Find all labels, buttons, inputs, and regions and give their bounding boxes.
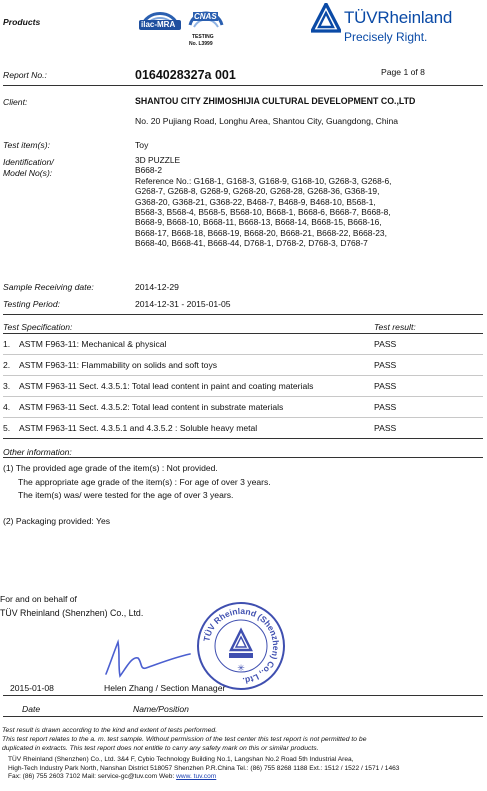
report-no-value: 0164028327a 001	[135, 68, 236, 82]
test-item-value: Toy	[135, 140, 149, 150]
cnas-logo	[186, 5, 226, 51]
divider	[3, 438, 483, 439]
divider	[3, 695, 483, 696]
spec-row	[3, 355, 483, 375]
header-title: Products	[3, 17, 41, 27]
spec-row	[3, 418, 483, 438]
spec-row	[3, 376, 483, 396]
signature-date: 2015-01-08	[10, 683, 54, 693]
website-link[interactable]: www. tuv.com	[176, 773, 217, 781]
stamp-text: TÜV Rheinland (Shenzhen) Co., Ltd.	[201, 605, 282, 686]
sample-receiving-value: 2014-12-29	[135, 282, 179, 292]
svg-text:✳: ✳	[237, 664, 245, 674]
model-line: Reference No.: G168-1, G168-3, G168-9, G168-10, G268-3, G268-6,	[135, 175, 392, 186]
model-line: B668-2	[135, 165, 163, 176]
divider	[3, 85, 483, 86]
contact-line: Fax: (86) 755 2603 7102 Mail: service-gc@tuv.com Web:	[8, 773, 177, 781]
model-line: B668-40, B668-41, B668-44, D768-1, D768-2, D768-3, D768-7	[135, 238, 368, 249]
footer-note-line: Test result is drawn according to the kind and extent of tests performed.	[2, 727, 218, 734]
test-item-label: Test item(s):	[3, 140, 50, 150]
spec-row-number: 2.	[3, 360, 11, 370]
packaging-line: (2) Packaging provided: Yes	[3, 516, 111, 526]
spec-row-result: PASS	[374, 402, 397, 412]
client-label: Client:	[3, 97, 28, 107]
sample-receiving-label: Sample Receiving date:	[3, 282, 94, 292]
behalf-line: For and on behalf of	[0, 594, 77, 604]
spec-row-result: PASS	[374, 339, 397, 349]
address-line: TÜV Rheinland (Shenzhen) Co., Ltd. 3&4 F, Cybio Technology Building No.1, Langshan No.2 Road 5th Industrial Area,	[8, 756, 354, 763]
model-list	[135, 155, 392, 249]
model-line: G368-20, G368-21, G368-22, B468-7, B468-9, B468-10, B568-1,	[135, 196, 376, 207]
spec-row-result: PASS	[374, 381, 397, 391]
handwritten-signature	[98, 634, 198, 682]
footer-notes	[2, 726, 367, 753]
model-line: 3D PUZZLE	[135, 155, 181, 165]
footer-note-line: duplicated in extracts. This test report does not entitle to carry any safety mark on this or similar products.	[2, 745, 319, 752]
spec-header-label: Test Specification:	[3, 322, 73, 332]
address-line: High-Tech Industry Park North, Nanshan District 518057 Shenzhen P.R.China Tel.: (86) 755 8268 1188 Ext.: 1512 / 1522 / 1571 / 1463	[8, 764, 400, 772]
model-line: G268-7, G268-8, G268-9, G268-20, G268-28, G268-36, G368-19,	[135, 186, 380, 197]
model-no-label: Model No(s):	[3, 168, 53, 178]
other-info-label: Other information:	[3, 447, 72, 457]
spec-row-text: ASTM F963-11 Sect. 4.3.5.2: Total lead content in substrate materials	[19, 402, 284, 412]
client-address: No. 20 Pujiang Road, Longhu Area, Shantou City, Guangdong, China	[135, 116, 399, 126]
signer-name: Helen Zhang / Section Manager	[104, 683, 226, 693]
ilac-mra-text: ilac-MRA	[141, 20, 176, 29]
company-stamp	[195, 600, 287, 692]
testing-label: TESTING	[192, 34, 214, 40]
footer-note-line: This test report relates to the a. m. test sample. Without permission of the test center this test report is not permitted to be	[2, 736, 367, 743]
divider	[3, 716, 483, 717]
model-line: B668-9, B668-10, B668-11, B668-13, B668-14, B668-15, B668-16,	[135, 217, 382, 228]
spec-row-number: 3.	[3, 381, 11, 391]
cnas-text: CNAS	[194, 12, 217, 21]
spec-row-text: ASTM F963-11: Flammability on solids and soft toys	[19, 360, 218, 370]
spec-row-number: 1.	[3, 339, 11, 349]
spec-row	[3, 397, 483, 417]
client-name: SHANTOU CITY ZHIMOSHIJIA CULTURAL DEVELOPMENT CO.,LTD	[135, 96, 416, 106]
brand-tagline: Precisely Right.	[344, 30, 428, 44]
signing-company: TÜV Rheinland (Shenzhen) Co., Ltd.	[0, 608, 144, 618]
brand-name: TÜVRheinland	[344, 8, 453, 27]
testing-number: No. L3999	[189, 41, 213, 47]
spec-row-text: ASTM F963-11 Sect. 4.3.5.1 and 4.3.5.2 : Soluble heavy metal	[19, 423, 258, 433]
divider	[3, 314, 483, 315]
spec-row	[3, 334, 483, 354]
page-info: Page 1 of 8	[381, 67, 425, 77]
other-info-line: The item(s) was/ were tested for the age of over 3 years.	[18, 490, 234, 500]
report-no-label: Report No.:	[3, 70, 47, 80]
spec-row-text: ASTM F963-11: Mechanical & physical	[19, 339, 167, 349]
spec-row-result: PASS	[374, 423, 397, 433]
other-info-line: (1) The provided age grade of the item(s) : Not provided.	[3, 463, 218, 473]
spec-row-number: 4.	[3, 402, 11, 412]
spec-row-text: ASTM F963-11 Sect. 4.3.5.1: Total lead content in paint and coating materials	[19, 381, 314, 391]
model-line: B668-17, B668-18, B668-19, B668-20, B668-21, B668-22, B668-23,	[135, 227, 387, 238]
divider	[3, 457, 483, 458]
testing-period-value: 2014-12-31 - 2015-01-05	[135, 299, 231, 309]
date-label: Date	[22, 704, 41, 714]
ilac-mra-logo	[138, 5, 182, 41]
testing-period-label: Testing Period:	[3, 299, 61, 309]
model-line: B568-3, B568-4, B568-5, B568-10, B668-1, B668-6, B668-7, B668-8,	[135, 207, 391, 218]
result-header-label: Test result:	[374, 322, 416, 332]
spec-row-result: PASS	[374, 360, 397, 370]
other-info-line: The appropriate age grade of the item(s) : For age of over 3 years.	[18, 477, 271, 487]
spec-row-number: 5.	[3, 423, 11, 433]
identification-label: Identification/	[3, 157, 54, 167]
footer-address	[8, 756, 399, 782]
name-position-label: Name/Position	[133, 704, 189, 714]
tuv-triangle-icon	[311, 3, 341, 33]
